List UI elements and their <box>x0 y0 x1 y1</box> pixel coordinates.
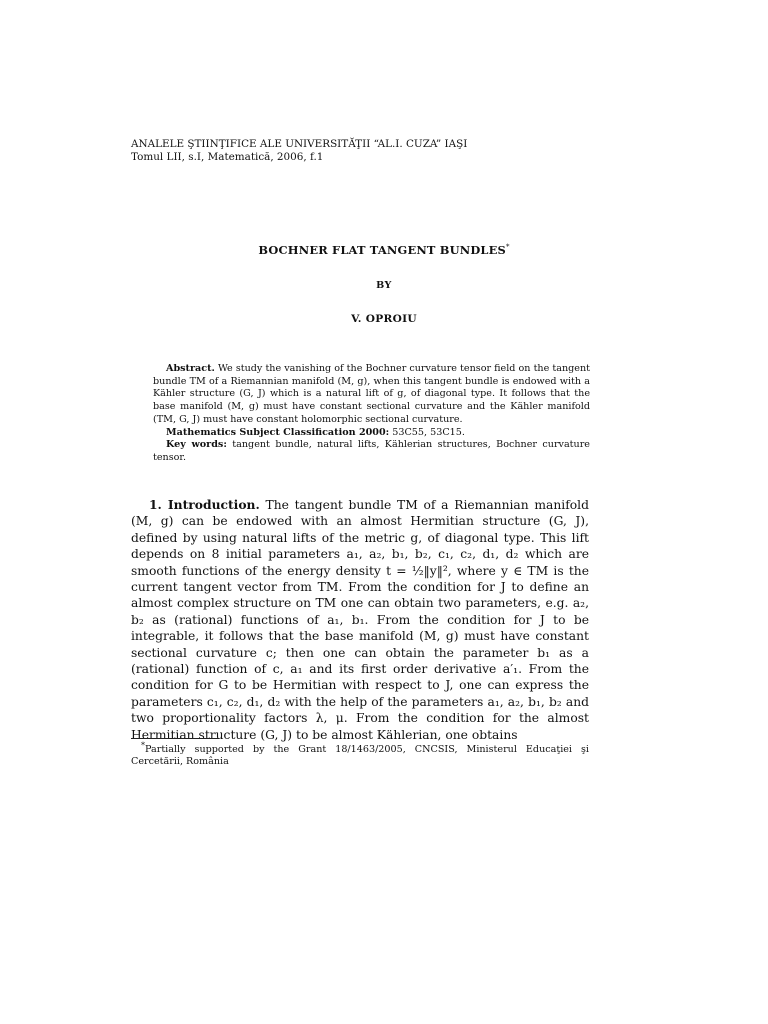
footnote-mark: * <box>141 741 145 750</box>
footnote-paragraph <box>131 740 589 769</box>
msc-label: Mathematics Subject Classification 2000: <box>166 426 390 438</box>
footnote-divider <box>131 738 219 739</box>
msc-line <box>153 427 590 440</box>
byline: BY <box>376 280 392 291</box>
keywords-text: tangent bundle, natural lifts, Kählerian structures, Bochner curvature tensor. <box>153 439 590 463</box>
keywords-label: Key words: <box>166 439 227 451</box>
journal-name: ANALELE ŞTIINŢIFICE ALE UNIVERSITĂŢII “AL.I. CUZA” IAŞI <box>131 138 468 150</box>
abstract-text: We study the vanishing of the Bochner curvature tensor field on the tangent bundle TM of a Riemannian manifold (M, g), when this tangent bundle is endowed with a Kähler structure (G, J) which is a natural lift of g, of diagonal type. It follows that the base manifold (M, g) must have constant sectional curvature and the Kähler manifold (TM, G, J) must have constant holomorphic sectional curvature. <box>153 363 590 425</box>
section-heading: 1. Introduction. <box>149 497 260 512</box>
abstract-label: Abstract. <box>166 363 215 374</box>
introduction-text: The tangent bundle TM of a Riemannian manifold (M, g) can be endowed with an almost Hermitian structure (G, J), defined by using natural lifts of the metric g, of diagonal type. This lift depends on 8 initial parameters a₁, a₂, b₁, b₂, c₁, c₂, d₁, d₂ which are smooth functions of the energy density t = ½‖y‖², where y ∈ TM is the current tangent vector from TM. From the condition for J to define an almost complex structure on TM one can obtain two parameters, e.g. a₂, b₂ as (rational) functions of a₁, b₁. From the condition for J to be integrable, it follows that the base manifold (M, g) must have constant sectional curvature c; then one can obtain the parameter b₁ as a (rational) function of c, a₁ and its first order derivative a′₁. From the condition for G to be Hermitian with respect to J, one can express the parameters c₁, c₂, d₁, d₂ with the help of the parameters a₁, a₂, b₁, b₂ and two proportionality factors λ, μ. From the condition for the almost Hermitian structure (G, J) to be almost Kählerian, one obtains <box>131 498 589 742</box>
msc-codes: 53C55, 53C15. <box>392 426 465 438</box>
paper-title-text: BOCHNER FLAT TANGENT BUNDLES <box>258 243 506 257</box>
title-footnote-mark: * <box>505 243 510 252</box>
introduction-section <box>131 497 589 743</box>
journal-header <box>131 138 467 164</box>
footnote-text: Partially supported by the Grant 18/1463/2005, CNCSIS, Ministerul Educaţiei şi Cercetării, România <box>131 744 589 768</box>
keywords-line <box>153 439 590 464</box>
introduction-paragraph <box>131 497 589 743</box>
abstract-paragraph <box>153 363 590 427</box>
abstract-block <box>153 363 590 465</box>
footnote <box>131 740 589 769</box>
author-name: V. OPROIU <box>351 313 417 325</box>
paper-title <box>0 243 768 257</box>
journal-volume: Tomul LII, s.I, Matematică, 2006, f.1 <box>131 151 324 163</box>
